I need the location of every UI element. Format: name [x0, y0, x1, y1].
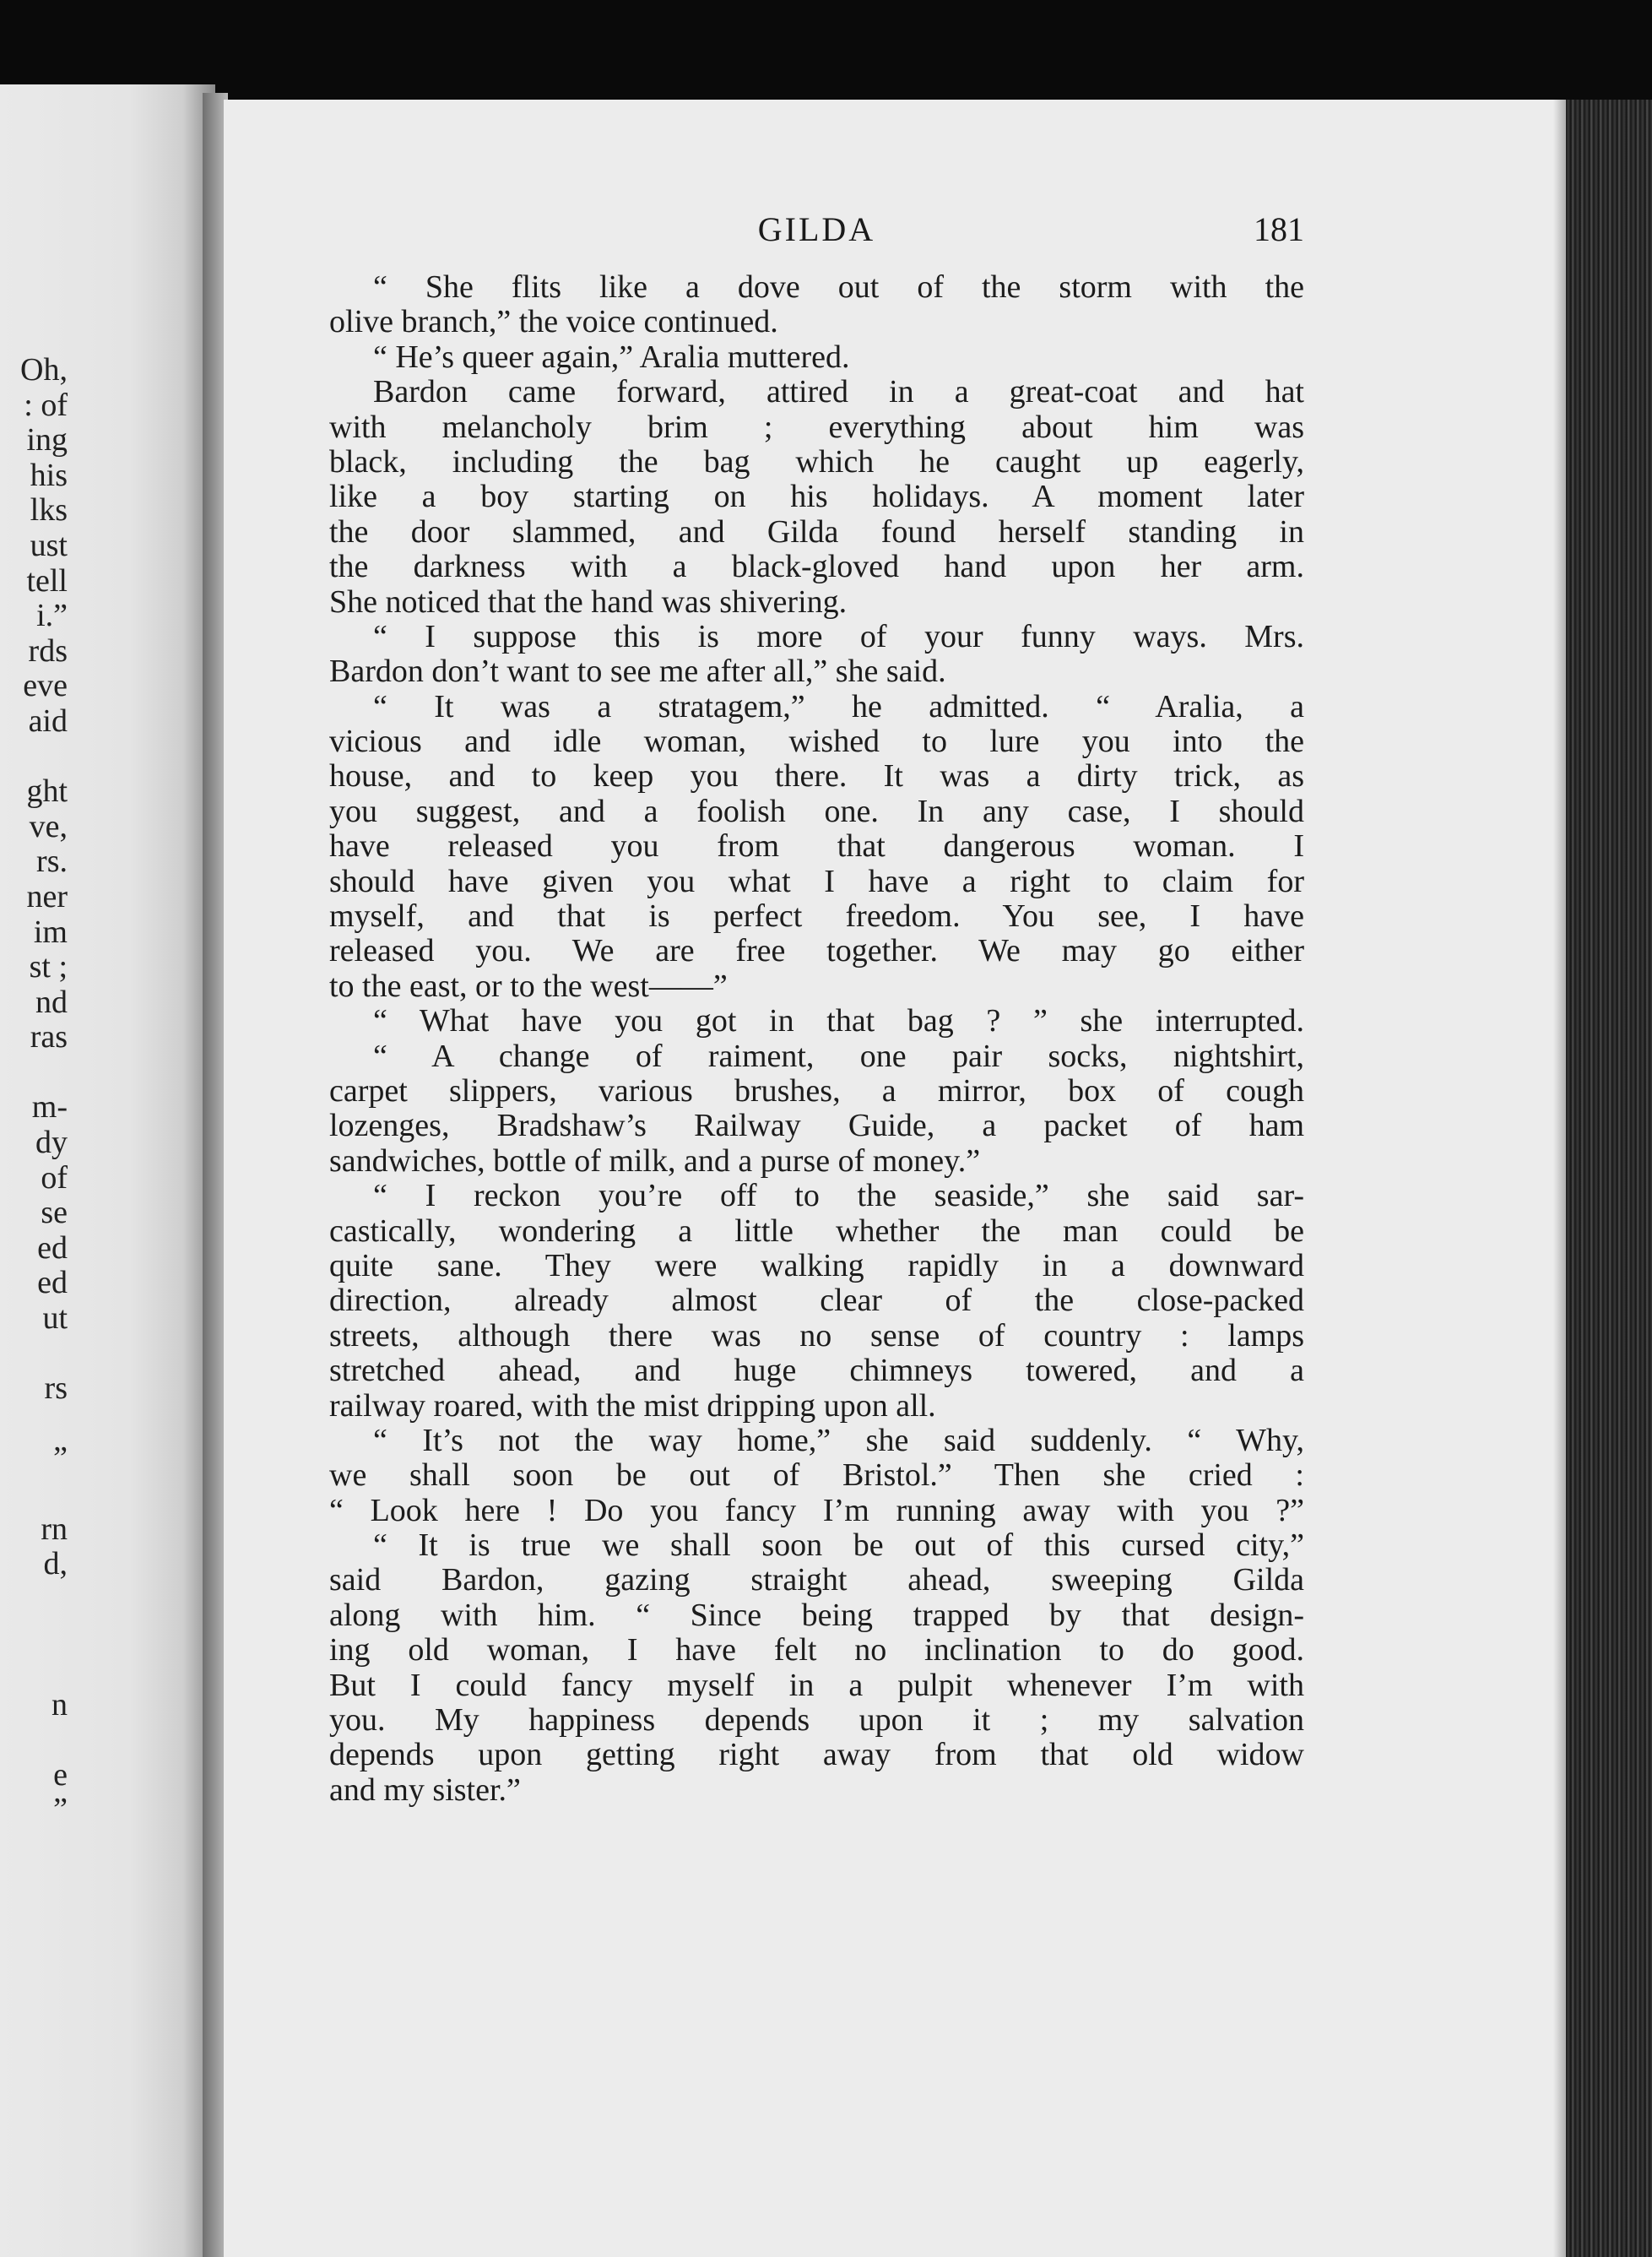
text-line: “ He’s queer again,” Aralia muttered.	[373, 339, 850, 375]
text-line: “ I reckon you’re off to the seaside,” she said sar-	[373, 1178, 1304, 1214]
left-page-fragment: ve,	[29, 808, 68, 844]
text-line: like a boy starting on his holidays. A moment later	[329, 479, 1304, 515]
left-page-fragment	[0, 740, 68, 775]
left-page	[0, 84, 215, 2257]
text-line: “ It’s not the way home,” she said suddenly. “ Why,	[373, 1422, 1304, 1458]
left-page-fragment: aid	[28, 703, 68, 739]
left-page-fragment: im	[33, 914, 68, 950]
text-line: depends upon getting right away from that old widow	[329, 1737, 1304, 1773]
text-line: house, and to keep you there. It was a dirty trick, as	[329, 758, 1304, 795]
page-number: 181	[1254, 210, 1304, 248]
left-page-fragment: ner	[26, 878, 68, 914]
left-page-fragment: i.”	[36, 598, 68, 634]
left-page-fragment: m-	[31, 1089, 68, 1126]
text-line: to the east, or to the west——”	[329, 968, 728, 1004]
text-line: Bardon came forward, attired in a great-coat and hat	[373, 374, 1304, 410]
text-line: “ A change of raiment, one pair socks, nightshirt,	[373, 1038, 1304, 1074]
left-page-fragment	[0, 1337, 68, 1372]
left-page-fragment: : of	[24, 387, 68, 423]
text-line: we shall soon be out of Bristol.” Then she cried :	[329, 1457, 1304, 1494]
left-page-fragment	[0, 1055, 68, 1091]
text-line: with melancholy brim ; everything about him was	[329, 409, 1304, 445]
text-line: black, including the bag which he caught up eagerly,	[329, 443, 1304, 480]
text-line: said Bardon, gazing straight ahead, sweeping Gilda	[329, 1562, 1304, 1598]
left-page-fragment: e	[53, 1756, 68, 1793]
text-line: “ She flits like a dove out of the storm with the	[373, 269, 1304, 305]
left-page-fragment: se	[41, 1195, 68, 1231]
left-page-fragment: ght	[26, 773, 68, 810]
left-page-fragment: ”	[53, 1792, 68, 1828]
left-page-fragment: rds	[28, 632, 68, 669]
text-line: you. My happiness depends upon it ; my salvation	[329, 1702, 1304, 1739]
text-line: myself, and that is perfect freedom. You see, I have	[329, 898, 1304, 935]
left-page-fragment: ed	[37, 1229, 68, 1266]
text-line: the darkness with a black-gloved hand upon her arm.	[329, 549, 1304, 585]
text-line: “ Look here ! Do you fancy I’m running away with you ?”	[329, 1492, 1304, 1528]
left-page-fragment: ut	[42, 1300, 68, 1337]
text-line: should have given you what I have a right to claim for	[329, 863, 1304, 899]
left-page-fragment	[0, 1617, 68, 1652]
text-line: along with him. “ Since being trapped by that design-	[329, 1597, 1304, 1633]
left-page-fragment: ust	[30, 527, 68, 563]
left-page-fragment: lks	[30, 492, 68, 529]
text-line: direction, already almost clear of the close-packed	[329, 1283, 1304, 1319]
left-page-fragment: n	[51, 1686, 68, 1723]
text-line: “ It was a stratagem,” he admitted. “ Aralia, a	[373, 688, 1304, 724]
left-page-fragment: rs.	[36, 844, 68, 880]
left-page-fragment: Oh,	[20, 352, 68, 388]
text-line: the door slammed, and Gilda found herself standing in	[329, 513, 1304, 550]
left-page-fragment: ing	[26, 422, 68, 458]
text-line: sandwiches, bottle of milk, and a purse of money.”	[329, 1142, 981, 1179]
text-line: streets, although there was no sense of country : lamps	[329, 1317, 1304, 1354]
text-line: ing old woman, I have felt no inclination to do good.	[329, 1632, 1304, 1668]
text-line: lozenges, Bradshaw’s Railway Guide, a packet of ham	[329, 1108, 1304, 1144]
body-text	[329, 270, 1304, 1808]
left-page-fragment: ”	[53, 1440, 68, 1477]
left-page-fragment: st ;	[29, 949, 68, 985]
text-line: released you. We are free together. We may go either	[329, 933, 1304, 969]
text-line: She noticed that the hand was shivering.	[329, 583, 848, 620]
text-line: quite sane. They were walking rapidly in a downward	[329, 1247, 1304, 1283]
left-page-text-fragments	[0, 353, 68, 1828]
text-line: and my sister.”	[329, 1771, 521, 1808]
book-binding-edge	[1566, 100, 1652, 2257]
text-line: “ What have you got in that bag ? ” she interrupted.	[373, 1003, 1304, 1039]
text-line: railway roared, with the mist dripping upon all.	[329, 1387, 936, 1424]
left-page-fragment: ed	[37, 1265, 68, 1301]
text-line: olive branch,” the voice continued.	[329, 304, 778, 340]
left-page-fragment: d,	[43, 1546, 68, 1582]
left-page-fragment	[0, 1652, 68, 1688]
left-page-fragment: rs	[44, 1370, 68, 1407]
left-page-fragment: ras	[30, 1019, 68, 1055]
text-line: “ I suppose this is more of your funny ways. Mrs.	[373, 618, 1304, 654]
left-page-fragment	[0, 1407, 68, 1442]
running-head: GILDA	[757, 210, 876, 248]
left-page-fragment: of	[41, 1159, 68, 1196]
left-page-fragment	[0, 1582, 68, 1618]
text-line: vicious and idle woman, wished to lure you into the	[329, 724, 1304, 760]
left-page-fragment: tell	[26, 562, 68, 599]
left-page-fragment: nd	[35, 984, 68, 1020]
text-line: castically, wondering a little whether the man could be	[329, 1213, 1304, 1249]
left-page-fragment: dy	[35, 1125, 68, 1161]
text-line: stretched ahead, and huge chimneys towered, and a	[329, 1353, 1304, 1389]
left-page-fragment	[0, 1477, 68, 1512]
page-header	[329, 209, 1304, 252]
left-page-fragment: eve	[23, 668, 68, 704]
text-line: But I could fancy myself in a pulpit whenever I’m with	[329, 1667, 1304, 1703]
left-page-fragment	[0, 1723, 68, 1758]
text-line: you suggest, and a foolish one. In any case, I should	[329, 793, 1304, 829]
text-line: carpet slippers, various brushes, a mirror, box of cough	[329, 1072, 1304, 1109]
text-line: Bardon don’t want to see me after all,” she said.	[329, 654, 946, 690]
text-line: have released you from that dangerous woman. I	[329, 828, 1304, 865]
left-page-fragment: rn	[41, 1511, 68, 1547]
left-page-fragment: his	[30, 457, 68, 493]
text-line: “ It is true we shall soon be out of this cursed city,”	[373, 1527, 1304, 1564]
